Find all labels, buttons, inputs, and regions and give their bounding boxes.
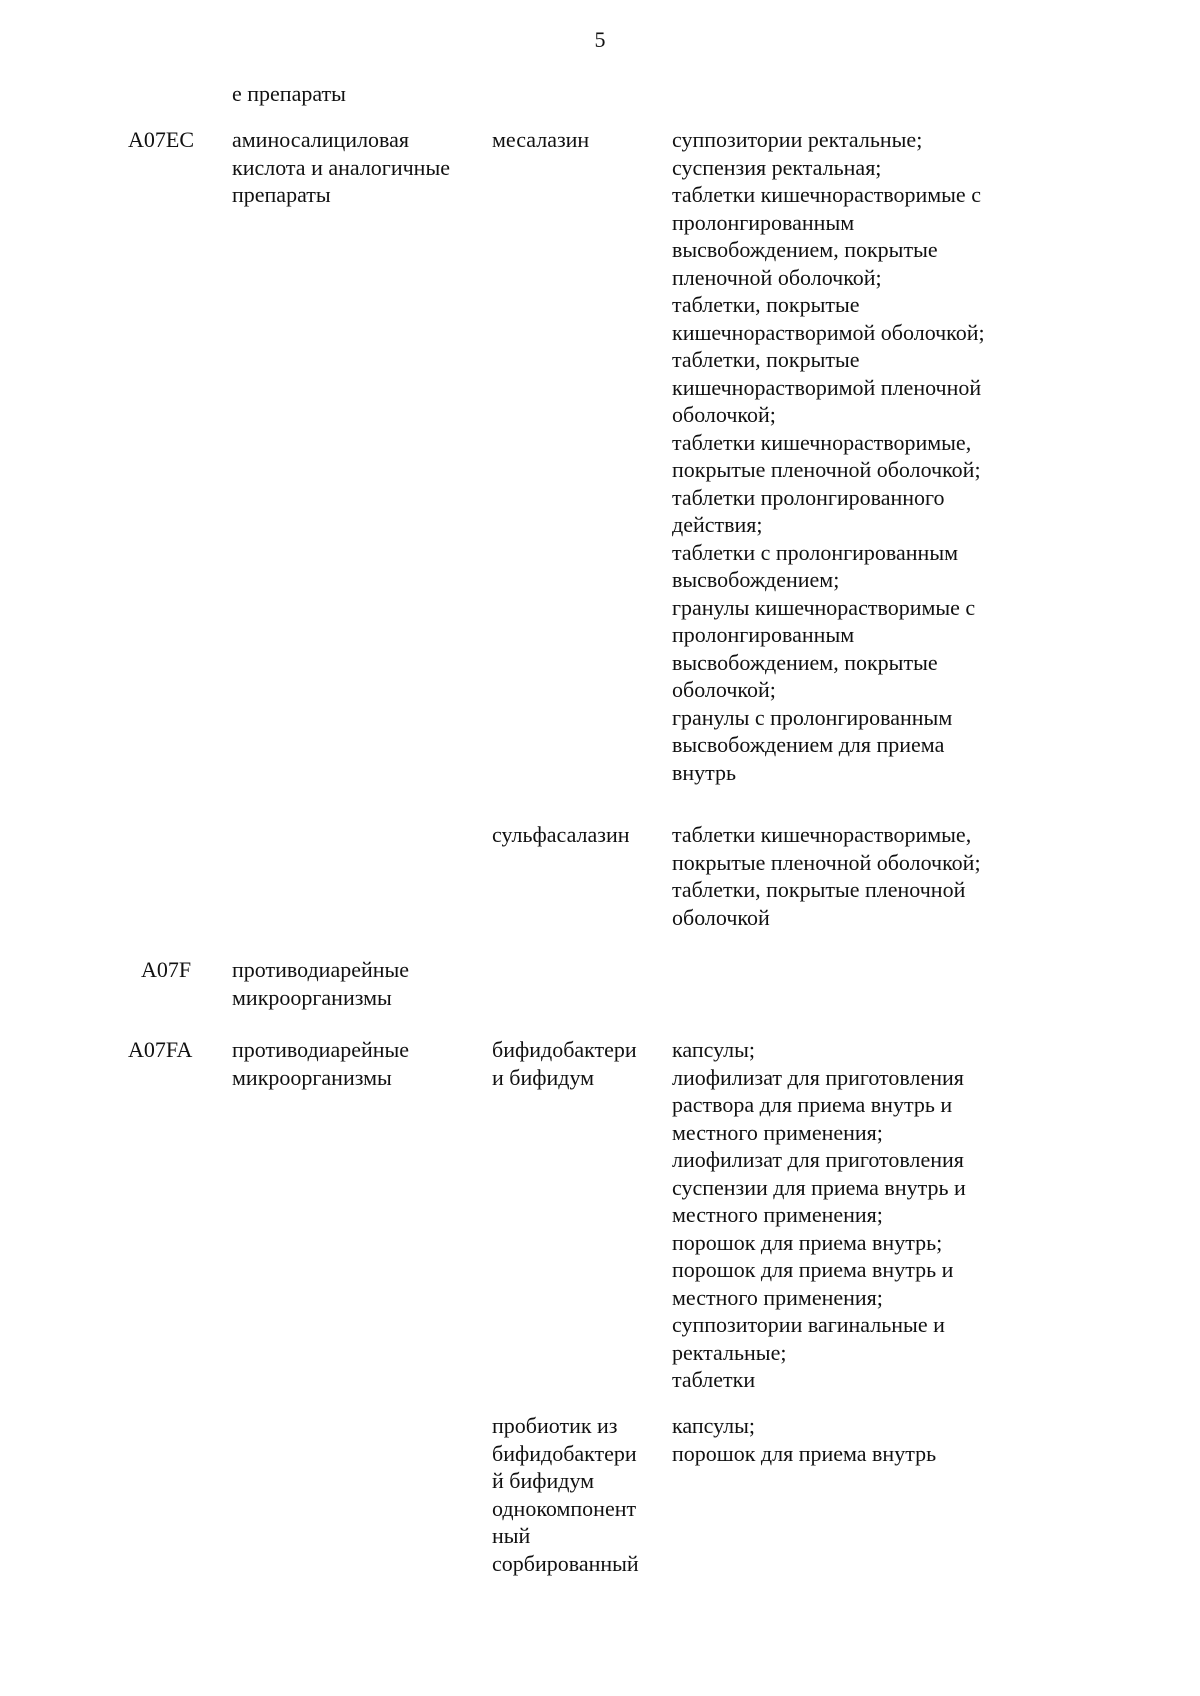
group-line: е препараты	[232, 81, 346, 106]
atc-code: A07F	[140, 957, 192, 982]
dosage-forms: капсулы; лиофилизат для приготовления раствора для приема внутрь и местного применения; лиофилизат для приготовления суспензии для приема внутрь и местного применения; порошок для приема внутрь; порошок для приема внутрь и местного применения; суппозитории вагинальные и ректальные; таблетки	[672, 1037, 966, 1392]
dosage-forms: таблетки кишечнорастворимые, покрытые пленочной оболочкой; таблетки, покрытые пленочной оболочкой	[672, 822, 981, 930]
group-name: противодиарейные микроорганизмы	[232, 957, 410, 1010]
drug-name: сульфасалазин	[492, 822, 630, 847]
atc-code: A07FA	[128, 1037, 193, 1062]
drug-name: бифидобактери и бифидум	[492, 1037, 637, 1090]
dosage-forms: капсулы; порошок для приема внутрь	[672, 1413, 937, 1466]
atc-code: A07EC	[128, 127, 194, 152]
drug-name: пробиотик из бифидобактери й бифидум однокомпонент ный сорбированный	[492, 1413, 639, 1576]
group-name	[232, 80, 482, 108]
group-name: аминосалициловая кислота и аналогичные препараты	[232, 127, 450, 207]
page-number: 5	[594, 27, 606, 52]
group-name: противодиарейные микроорганизмы	[232, 1037, 410, 1090]
dosage-forms: суппозитории ректальные; суспензия ректальная; таблетки кишечнорастворимые с пролонгированным высвобождением, покрытые пленочной оболочкой; таблетки, покрытые кишечнорастворимой оболочкой; таблетки, покрытые кишечнорастворимой пленочной оболочкой; таблетки кишечнорастворимые, покрытые пленочной оболочкой; таблетки пролонгированного действия; таблетки с пролонгированным высвобождением; гранулы кишечнорастворимые с пролонгированным высвобождением, покрытые оболочкой; гранулы с пролонгированным высвобождением для приема внутрь	[672, 127, 985, 785]
drug-name: месалазин	[492, 127, 590, 152]
